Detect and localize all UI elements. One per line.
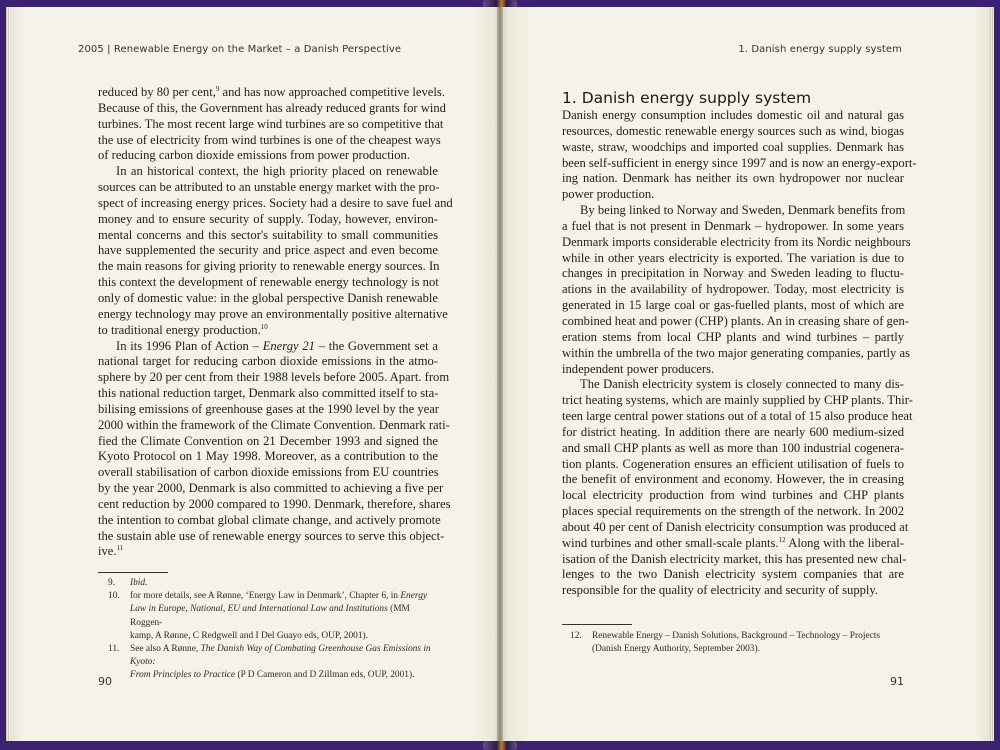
text-line: reduced by 80 per cent,$^9$ and has now approached competitive levels. <box>98 84 445 99</box>
text-line: the benefit of environment and economy. However, the in creasing <box>562 472 904 487</box>
text-line: national target for reducing carbon dioxide emissions in the atmo- <box>98 354 438 369</box>
footnote-12: 12. Renewable Energy – Danish Solutions, Background – Technology – Projects (Danish Energy Authority, September 2003). <box>570 631 881 655</box>
text-line: waste, straw, woodchips and imported coal supplies. Denmark has <box>562 139 904 154</box>
gutter <box>497 7 503 741</box>
text-line: money and to ensure security of supply. Today, however, environ- <box>98 211 438 226</box>
footnote-9: 9. Ibid. <box>108 578 148 588</box>
text-line: spect of increasing energy prices. Society had a desire to save fuel and <box>98 195 453 210</box>
text-line: independent power producers. <box>562 361 715 376</box>
text-line: about 40 per cent of Danish electricity consumption was produced at <box>562 519 909 534</box>
text-line: and small CHP plants as well as more than 100 industrial cogenera- <box>562 440 904 455</box>
text-line: sources can be attributed to an unstable energy market with the pro- <box>98 180 440 195</box>
text-line: combined heat and power (CHP) plants. An in creasing share of gen- <box>562 313 909 328</box>
footnote-rule-right <box>562 624 632 625</box>
page-number-left: 90 <box>98 675 112 688</box>
text-line: lenges to the two Danish electricity system companies that are <box>562 567 904 582</box>
text-line: for district heating. In addition there are nearly 600 medium-sized <box>562 424 904 439</box>
text-line: trict heating systems, which are mainly supplied by CHP plants. Thir- <box>562 393 913 408</box>
headband-bottom <box>483 741 517 750</box>
text-line: have supplemented the security and price aspect and even become <box>98 243 438 258</box>
text-line: ive.$^{11}$ <box>98 544 124 559</box>
text-line: bilising emissions of greenhouse gases at the 1990 level by the year <box>98 401 440 416</box>
text-line: Because of this, the Government has already reduced grants for wind <box>98 100 446 115</box>
text-line: isation of the Danish electricity market, this has presented new chal- <box>562 551 907 566</box>
text-line: overall stabilisation of carbon dioxide emissions from EU countries <box>98 465 439 480</box>
text-line: Denmark imports considerable electricity from its Nordic neighbours <box>562 234 911 249</box>
text-line: the intention to combat global climate change, and actively promote <box>98 512 441 527</box>
text-line: within the umbrella of the two major generating companies, partly as <box>562 345 910 360</box>
text-line: resources, domestic renewable energy sources such as wind, biogas <box>562 123 904 138</box>
text-line: while in other years electricity is exported. The variation is due to <box>562 250 904 265</box>
text-line: turbines. The most recent large wind turbines are so competitive that <box>98 116 444 131</box>
text-line: ing nation. Denmark has neither its own hydropower nor nuclear <box>562 171 904 186</box>
text-line: By being linked to Norway and Sweden, Denmark benefits from <box>580 203 906 218</box>
text-line: the sustain able use of renewable energy sources to serve this object- <box>98 528 445 543</box>
text-line: been self-sufficient in energy since 1997 and is now an energy-export- <box>562 155 917 170</box>
left-body-text <box>98 84 453 560</box>
text-line: tion plants. Cogeneration ensures an efficient utilisation of fuels to <box>562 456 904 471</box>
section-heading: 1. Danish energy supply system <box>562 89 812 107</box>
text-line: of reducing carbon dioxide emissions from power production. <box>98 148 410 163</box>
footnote-10: 10. for more details, see A Rønne, ‘Energy Law in Denmark’, Chapter 6, in Energy Law in Europe, National, EU and International Law and Institutions (MM Roggen- kamp, A Rønne, C Redgwell and I Del Guayo eds, OUP, 2001). <box>108 591 428 641</box>
text-line: responsible for the quality of electricity and security of supply. <box>562 583 879 598</box>
text-line: this context the development of renewable energy technology is not <box>98 275 439 290</box>
text-line: In its 1996 Plan of Action – Energy 21 – the Government set a <box>116 338 438 353</box>
text-line: sphere by 20 per cent from their 1988 levels before 2005. Apart. from <box>98 370 450 385</box>
text-line: eration stems from local CHP plants and wind turbines – partly <box>562 329 904 344</box>
text-line: cent reduction by 2000 compared to 1990. Denmark, therefore, shares <box>98 496 451 511</box>
text-line: In an historical context, the high priority placed on renewable <box>116 164 438 179</box>
text-line: local electricity production from wind turbines and CHP plants <box>562 488 904 503</box>
text-line: this national reduction target, Denmark also committed itself to sta- <box>98 386 439 401</box>
page-number-right: 91 <box>890 675 904 688</box>
text-line: a fuel that is not present in Denmark – hydropower. In some years <box>562 218 904 233</box>
text-line: 2000 within the framework of the Climate Convention. Denmark rati- <box>98 417 450 432</box>
text-line: the use of electricity from wind turbines is one of the cheapest ways <box>98 132 441 147</box>
running-head-left: 2005 | Renewable Energy on the Market – a Danish Perspective <box>78 44 402 55</box>
running-head-right: 1. Danish energy supply system <box>738 44 902 55</box>
footnote-11: 11. See also A Rønne, The Danish Way of Combating Greenhouse Gas Emissions in Kyoto: From Principles to Practice (P D Cameron and D Zillman eds, OUP, 2001). <box>108 644 431 681</box>
left-footnotes <box>108 577 440 683</box>
text-line: fied the Climate Convention on 21 December 1993 and signed the <box>98 433 438 448</box>
text-line: wind turbines and other small-scale plants.$^{12}$ Along with the liberal- <box>562 535 904 550</box>
text-line: by the year 2000, Denmark is also committed to achieving a five per <box>98 481 444 496</box>
text-line: The Danish electricity system is closely connected to many dis- <box>580 377 904 392</box>
right-footnotes <box>570 630 906 656</box>
text-line: Kyoto Protocol on 1 May 1998. Moreover, as a contribution to the <box>98 449 438 464</box>
text-line: changes in precipitation in Norway and Sweden leading to fluctu- <box>562 266 904 281</box>
text-line: energy technology may prove an environmentally positive alternative <box>98 306 448 321</box>
text-line: mental concerns and this sector's suitability to small communities <box>98 227 438 242</box>
text-line: to traditional energy production.$^{10}$ <box>98 322 268 337</box>
text-line: generated in 15 large coal or gas-fuelled plants, most of which are <box>562 298 904 313</box>
text-line: Danish energy consumption includes domestic oil and natural gas <box>562 108 904 122</box>
text-line: only of domestic value: in the global perspective Danish renewable <box>98 290 438 305</box>
footnote-rule-left <box>98 572 168 573</box>
text-line: teen large central power stations out of a total of 15 also produce heat <box>562 409 913 424</box>
text-line: ations in the availability of hydropower. Today, most electricity is <box>562 282 904 297</box>
text-line: power production. <box>562 187 655 202</box>
right-body-text <box>562 108 917 599</box>
text-line: the main reasons for giving priority to renewable energy sources. In <box>98 259 440 274</box>
text-line: places special requirements on the strength of the network. In 2002 <box>562 504 904 519</box>
